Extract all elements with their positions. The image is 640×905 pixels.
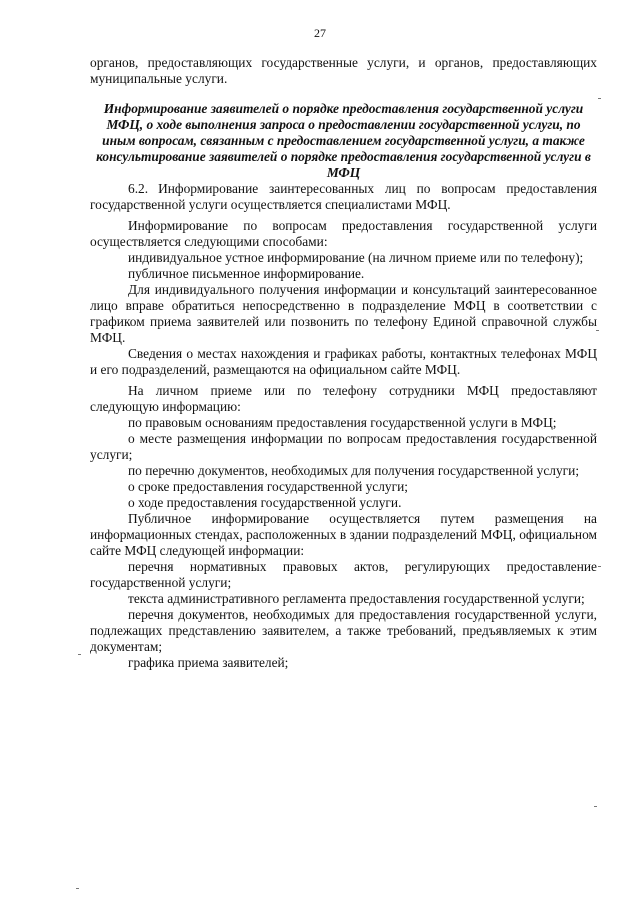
list-item: о ходе предоставления государственной услуги.: [128, 495, 402, 510]
list-item: перечня нормативных правовых актов, регулирующих предоставление государственной услуги;: [90, 559, 597, 590]
paragraph-6-2: [90, 181, 597, 213]
list-item: по правовым основаниям предоставления государственной услуги в МФЦ;: [128, 415, 557, 430]
list-item: по перечню документов, необходимых для получения государственной услуги;: [128, 463, 580, 478]
section-heading: Информирование заявителей о порядке предоставления государственной услуги МФЦ, о ходе выполнения запроса о предоставлении государственной услуги, по иным вопросам, связанным с предоставлением государственной услуги, а также консультирование заявителей о порядке предоставления государственной услуги в МФЦ: [96, 101, 591, 180]
intro-continuation: органов, предоставляющих государственные услуги, и органов, предоставляющих муниципальные услуги.: [90, 55, 597, 86]
list-item: перечня документов, необходимых для предоставления государственной услуги, подлежащих представлению заявителем, а также требований, предъявляемых к этим документам;: [90, 607, 597, 654]
page-number: 27: [314, 26, 326, 40]
list-item: о месте размещения информации по вопросам предоставления государственной услуги;: [90, 431, 597, 462]
paragraph-text: Информирование заинтересованных лиц по вопросам предоставления государственной услуги осуществляется специалистами МФЦ.: [90, 181, 597, 212]
scan-speck: [76, 888, 79, 889]
scan-speck: [598, 98, 601, 99]
document-body: [90, 55, 597, 671]
scan-speck: [596, 330, 599, 331]
list-item: о сроке предоставления государственной услуги;: [128, 479, 408, 494]
scan-speck: [594, 806, 597, 807]
paragraph: Для индивидуального получения информации и консультаций заинтересованное лицо вправе обратиться непосредственно в подразделение МФЦ в соответствии с графиком приема заявителей или позвонить по телефону Единой справочной службы МФЦ.: [90, 282, 597, 345]
paragraph: На личном приеме или по телефону сотрудники МФЦ предоставляют следующую информацию:: [90, 383, 597, 414]
scan-speck: [598, 566, 601, 567]
scan-speck: [78, 654, 81, 655]
paragraph: Информирование по вопросам предоставления государственной услуги осуществляется следующими способами:: [90, 218, 597, 249]
list-item: текста административного регламента предоставления государственной услуги;: [128, 591, 585, 606]
list-item: графика приема заявителей;: [128, 655, 289, 670]
paragraph: Публичное информирование осуществляется путем размещения на информационных стендах, расположенных в здании подразделений МФЦ, официальном сайте МФЦ следующей информации:: [90, 511, 597, 558]
paragraph: Сведения о местах нахождения и графиках работы, контактных телефонах МФЦ и его подразделений, размещаются на официальном сайте МФЦ.: [90, 346, 597, 377]
paragraph-number: 6.2.: [128, 181, 149, 196]
list-item: публичное письменное информирование.: [128, 266, 365, 281]
list-item: индивидуальное устное информирование (на личном приеме или по телефону);: [128, 250, 584, 265]
